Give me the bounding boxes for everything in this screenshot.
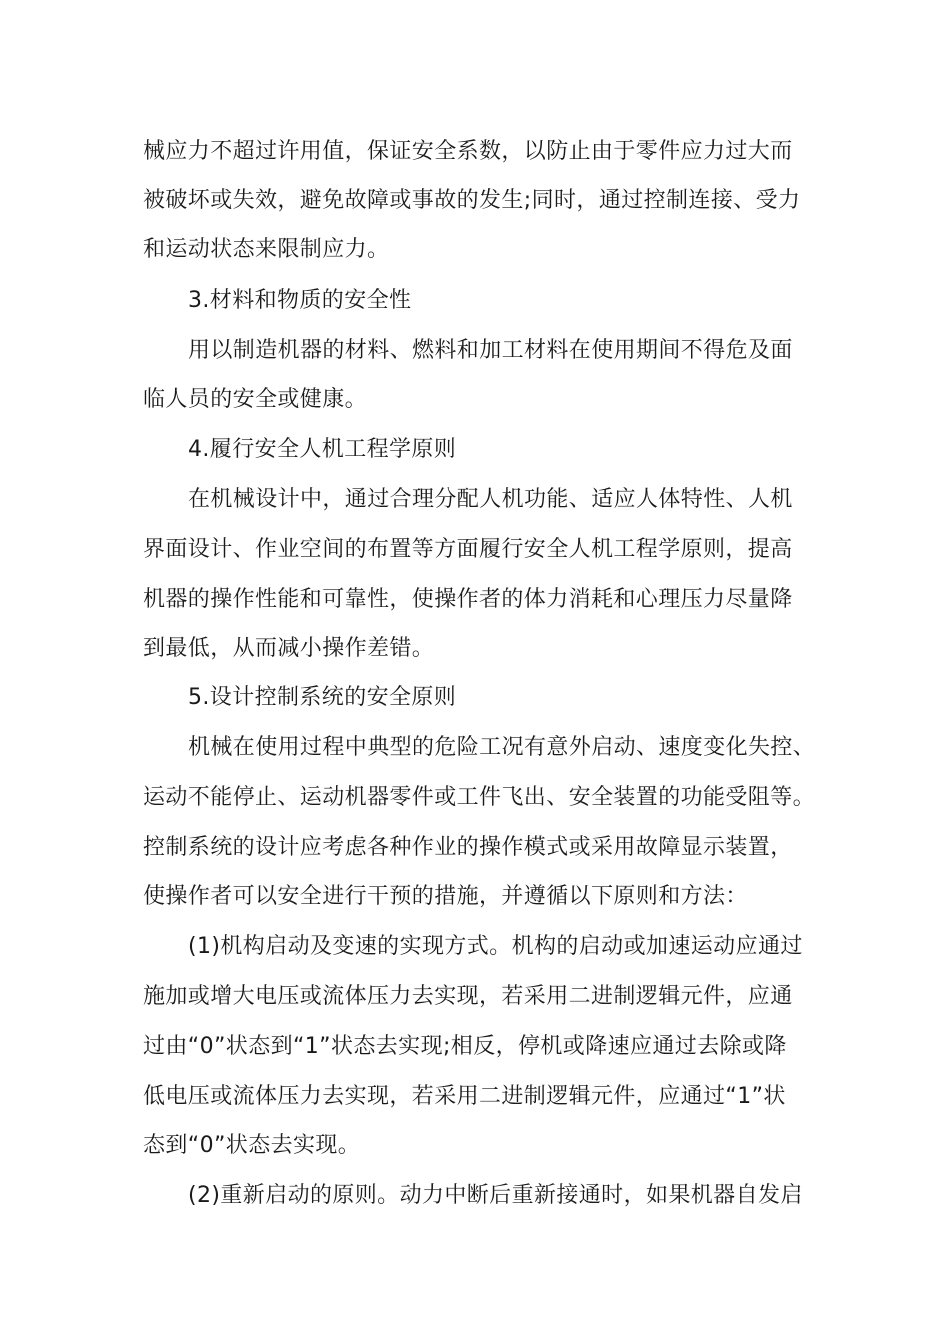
paragraph-line: 被破坏或失效，避免故障或事故的发生;同时，通过控制连接、受力 xyxy=(143,188,801,213)
paragraph-line: 械应力不超过许用值，保证安全系数，以防止由于零件应力过大而 xyxy=(143,139,793,164)
paragraph-line: 低电压或流体压力去实现，若采用二进制逻辑元件，应通过“1”状 xyxy=(143,1084,786,1109)
paragraph-line: 过由“0”状态到“1”状态去实现;相反，停机或降速应通过去除或降 xyxy=(143,1034,787,1059)
paragraph-line: 界面设计、作业空间的布置等方面履行安全人机工程学原则，提高 xyxy=(143,537,793,562)
paragraph-line: 运动不能停止、运动机器零件或工件飞出、安全装置的功能受阻等。 xyxy=(143,785,816,810)
paragraph-line: 机械在使用过程中典型的危险工况有意外启动、速度变化失控、 xyxy=(188,735,816,760)
paragraph-line: 和运动状态来限制应力。 xyxy=(143,237,390,262)
paragraph-line: 在机械设计中，通过合理分配人机功能、适应人体特性、人机 xyxy=(188,487,793,512)
paragraph-line: 机器的操作性能和可靠性，使操作者的体力消耗和心理压力尽量降 xyxy=(143,587,793,612)
paragraph-line: 用以制造机器的材料、燃料和加工材料在使用期间不得危及面 xyxy=(188,338,793,363)
paragraph-line: (2)重新启动的原则。动力中断后重新接通时，如果机器自发启 xyxy=(188,1183,803,1208)
paragraph-line: 临人员的安全或健康。 xyxy=(143,387,368,412)
paragraph-line: 施加或增大电压或流体压力去实现，若采用二进制逻辑元件，应通 xyxy=(143,984,793,1009)
paragraph-line: 到最低，从而减小操作差错。 xyxy=(143,636,435,661)
paragraph-line: (1)机构启动及变速的实现方式。机构的启动或加速运动应通过 xyxy=(188,934,803,959)
section-heading: 4.履行安全人机工程学原则 xyxy=(188,437,457,462)
paragraph-line: 态到“0”状态去实现。 xyxy=(143,1133,361,1158)
paragraph-line: 使操作者可以安全进行干预的措施，并遵循以下原则和方法： xyxy=(143,884,748,909)
section-heading: 5.设计控制系统的安全原则 xyxy=(188,685,457,710)
section-heading: 3.材料和物质的安全性 xyxy=(188,288,412,313)
paragraph-line: 控制系统的设计应考虑各种作业的操作模式或采用故障显示装置， xyxy=(143,835,793,860)
